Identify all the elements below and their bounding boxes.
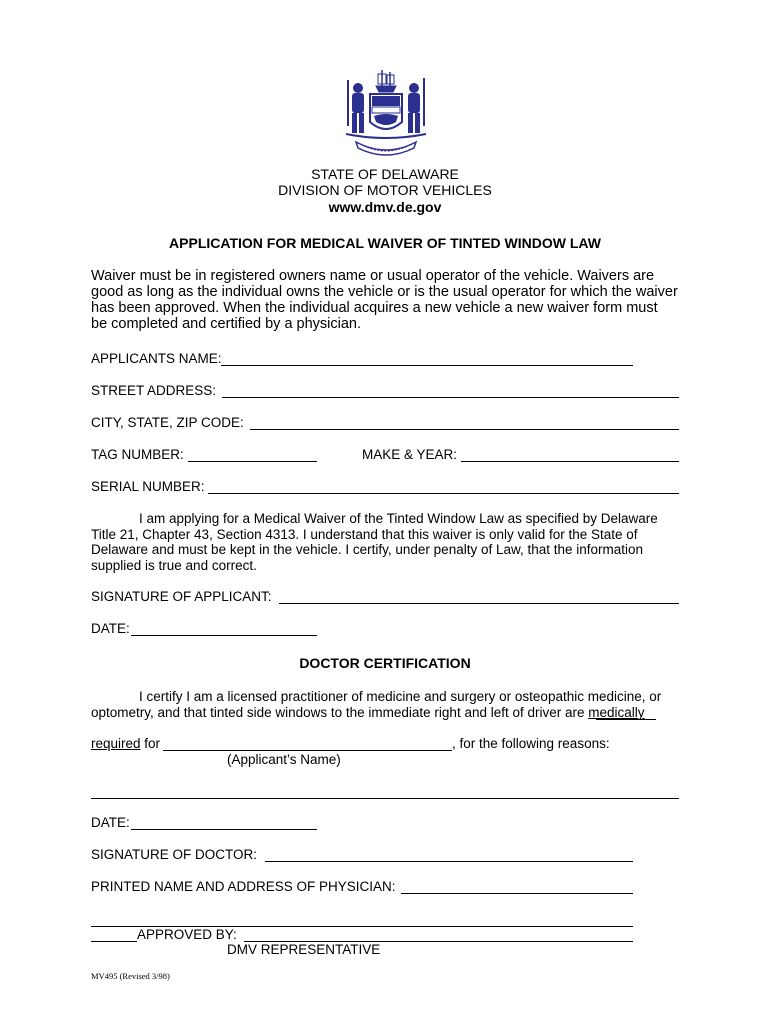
street-address-field[interactable] — [222, 397, 679, 398]
statement-line: Delaware and must be kept in the vehicle. I certify, under penalty of Law, that the information — [91, 542, 644, 557]
street-address-label: STREET ADDRESS: — [91, 383, 217, 398]
doctor-signature-field[interactable] — [265, 861, 633, 862]
for-word: for — [140, 736, 161, 751]
doctor-certification-heading: DOCTOR CERTIFICATION — [299, 655, 471, 671]
applicant-signature-field[interactable] — [279, 603, 679, 604]
cert-line — [91, 705, 691, 721]
make-year-field[interactable] — [461, 461, 679, 462]
serial-number-label: SERIAL NUMBER: — [91, 479, 205, 494]
delaware-state-seal — [338, 66, 434, 160]
applicant-statement — [91, 511, 691, 573]
city-state-zip-field[interactable] — [250, 429, 679, 430]
doctor-date-field[interactable] — [131, 829, 317, 830]
doctor-date-label: DATE: — [91, 815, 130, 830]
physician-name-address-field[interactable] — [401, 893, 633, 894]
form-title: APPLICATION FOR MEDICAL WAIVER OF TINTED WINDOW LAW — [169, 235, 601, 251]
state-name: STATE OF DELAWARE — [311, 166, 459, 182]
doctor-applicant-name-field[interactable] — [163, 750, 452, 751]
statement-line: Title 21, Chapter 43, Section 4313. I understand that this waiver is only valid for the State of — [91, 526, 638, 542]
intro-paragraph — [91, 268, 691, 332]
required-word: required — [91, 736, 141, 751]
intro-line: be completed and certified by a physician. — [91, 316, 362, 332]
tag-number-field[interactable] — [188, 461, 317, 462]
intro-line: Waiver must be in registered owners name or usual operator of the vehicle. Waivers are — [91, 268, 655, 284]
city-state-zip-label: CITY, STATE, ZIP CODE: — [91, 415, 244, 430]
approved-by-label: APPROVED BY: — [137, 927, 237, 942]
reasons-field[interactable] — [91, 798, 679, 799]
applicants-name-label: APPLICANTS NAME: — [91, 351, 222, 366]
form-code: MV495 (Revised 3/98) — [91, 971, 170, 981]
cert-line-text: optometry, and that tinted side windows to the immediate right and left of driver are — [91, 704, 589, 720]
doctor-certification-text — [91, 689, 691, 720]
statement-line: I am applying for a Medical Waiver of the Tinted Window Law as specified by Delaware — [139, 511, 658, 526]
division-name: DIVISION OF MOTOR VEHICLES — [278, 182, 492, 198]
approval-initial-field[interactable] — [91, 941, 137, 942]
cert-line: I certify I am a licensed practitioner of medicine and surgery or osteopathic medicine, or — [139, 689, 662, 704]
website-link[interactable]: www.dmv.de.gov — [328, 199, 442, 215]
dmv-representative-caption: DMV REPRESENTATIVE — [227, 942, 381, 957]
following-reasons-label: , for the following reasons: — [452, 736, 610, 751]
required-for-line — [91, 736, 160, 751]
medically-word: medically — [588, 704, 645, 720]
applicant-signature-label: SIGNATURE OF APPLICANT: — [91, 589, 272, 604]
applicants-name-field[interactable] — [221, 365, 633, 366]
intro-line: good as long as the individual owns the vehicle or is the usual operator for which the waiver — [91, 284, 678, 300]
serial-number-field[interactable] — [208, 493, 679, 494]
intro-line: has been approved. When the individual acquires a new vehicle a new waiver form must — [91, 300, 658, 316]
tag-number-label: TAG NUMBER: — [91, 447, 184, 462]
doctor-signature-label: SIGNATURE OF DOCTOR: — [91, 847, 258, 862]
statement-line: supplied is true and correct. — [91, 557, 257, 573]
applicant-date-field[interactable] — [131, 635, 317, 636]
make-year-label: MAKE & YEAR: — [362, 447, 458, 462]
medically-underline-extension — [596, 719, 656, 720]
applicant-name-caption: (Applicant’s Name) — [227, 752, 341, 767]
applicant-date-label: DATE: — [91, 621, 130, 636]
physician-name-address-label: PRINTED NAME AND ADDRESS OF PHYSICIAN: — [91, 879, 396, 894]
